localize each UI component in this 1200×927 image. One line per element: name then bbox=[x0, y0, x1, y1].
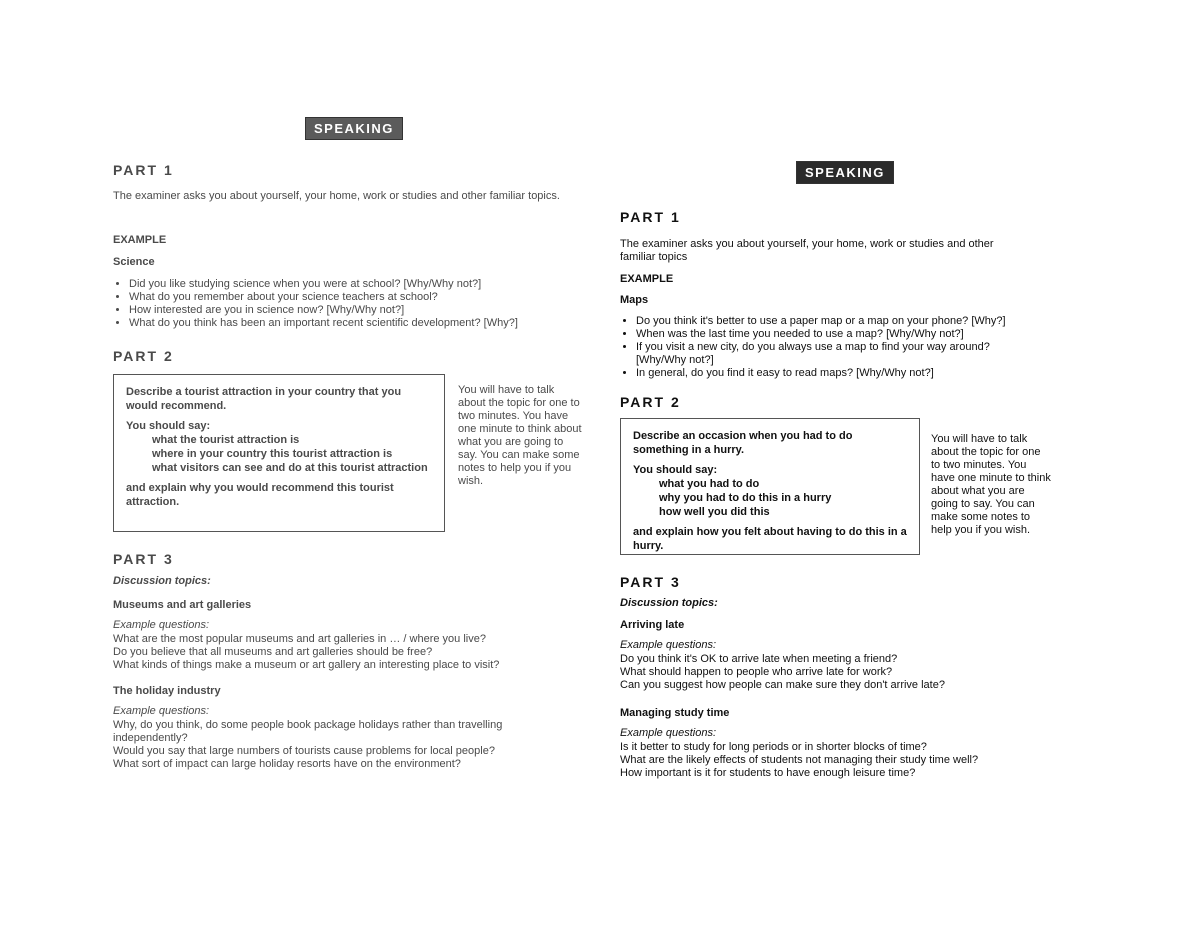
part3-heading: PART 3 bbox=[113, 551, 174, 567]
list-item: • When was the last time you needed to use a map? [Why/Why not?] bbox=[636, 328, 1036, 341]
cue-card-point: why you had to do this in a hurry bbox=[659, 492, 832, 504]
list-item: Is it better to study for long periods or in shorter blocks of time? bbox=[620, 741, 927, 753]
part1-intro: The examiner asks you about yourself, your home, work or studies and other familiar topics bbox=[620, 238, 994, 263]
list-item: What sort of impact can large holiday resorts have on the environment? bbox=[113, 758, 461, 770]
part3-heading: PART 3 bbox=[620, 574, 681, 590]
part2-heading: PART 2 bbox=[113, 348, 174, 364]
list-item: Do you believe that all museums and art galleries should be free? bbox=[113, 646, 433, 658]
cue-card-closing: and explain how you felt about having to do this in a hurry. bbox=[633, 526, 907, 552]
list-item: • What do you remember about your science teachers at school? bbox=[129, 291, 599, 304]
part1-question-list bbox=[620, 315, 1036, 380]
cue-card-prompt: Describe a tourist attraction in your country that you would recommend. bbox=[126, 386, 402, 412]
list-item: What are the likely effects of students not managing their study time well? bbox=[620, 754, 979, 766]
list-item: What should happen to people who arrive late for work? bbox=[620, 666, 893, 678]
cue-card bbox=[620, 418, 920, 555]
list-item: • How interested are you in science now? [Why/Why not?] bbox=[129, 304, 599, 317]
topic-title: Managing study time bbox=[620, 707, 730, 719]
example-questions-label: Example questions: bbox=[620, 639, 716, 651]
topic-question-list bbox=[620, 653, 1050, 692]
part1-topic: Maps bbox=[620, 294, 649, 306]
list-item: Can you suggest how people can make sure they don't arrive late? bbox=[620, 679, 945, 691]
speaking-badge: SPEAKING bbox=[305, 117, 403, 140]
topic-title: The holiday industry bbox=[113, 685, 221, 697]
cue-card-point: what the tourist attraction is bbox=[152, 434, 300, 446]
list-item: What are the most popular museums and art galleries in … / where you live? bbox=[113, 633, 486, 645]
cue-card-closing: and explain why you would recommend this tourist attraction. bbox=[126, 482, 394, 508]
part2-side-note: You will have to talk about the topic for one to two minutes. You have one minute to think about what you are going to say. You can make some notes to help you if you wish. bbox=[931, 433, 1051, 536]
list-item: What kinds of things make a museum or art gallery an interesting place to visit? bbox=[113, 659, 500, 671]
list-item: • What do you think has been an important recent scientific development? [Why?] bbox=[129, 317, 599, 330]
speaking-badge: SPEAKING bbox=[796, 161, 894, 184]
list-item: Do you think it's OK to arrive late when meeting a friend? bbox=[620, 653, 898, 665]
discussion-label: Discussion topics: bbox=[620, 597, 718, 609]
list-item: • In general, do you find it easy to read maps? [Why/Why not?] bbox=[636, 367, 1036, 380]
cue-card-should-say: You should say: bbox=[633, 464, 718, 476]
example-questions-label: Example questions: bbox=[113, 705, 209, 717]
cue-card-point: how well you did this bbox=[659, 506, 770, 518]
topic-question-list bbox=[113, 633, 583, 672]
example-label: EXAMPLE bbox=[620, 273, 674, 285]
topic-question-list bbox=[620, 741, 1050, 780]
cue-card bbox=[113, 374, 445, 532]
example-questions-label: Example questions: bbox=[113, 619, 209, 631]
cue-card-point: where in your country this tourist attraction is bbox=[152, 448, 393, 460]
list-item: Why, do you think, do some people book package holidays rather than travelling independently? bbox=[113, 719, 503, 744]
part1-topic: Science bbox=[113, 256, 155, 268]
list-item: • Do you think it's better to use a paper map or a map on your phone? [Why?] bbox=[636, 315, 1036, 328]
part1-question-list bbox=[113, 278, 599, 330]
topic-title: Arriving late bbox=[620, 619, 685, 631]
cue-card-prompt: Describe an occasion when you had to do something in a hurry. bbox=[633, 430, 853, 456]
part1-heading: PART 1 bbox=[113, 162, 174, 178]
list-item: Would you say that large numbers of tourists cause problems for local people? bbox=[113, 745, 495, 757]
topic-title: Museums and art galleries bbox=[113, 599, 252, 611]
topic-question-list bbox=[113, 719, 563, 771]
list-item: How important is it for students to have enough leisure time? bbox=[620, 767, 916, 779]
part2-heading: PART 2 bbox=[620, 394, 681, 410]
list-item: • Did you like studying science when you were at school? [Why/Why not?] bbox=[129, 278, 599, 291]
cue-card-should-say: You should say: bbox=[126, 420, 211, 432]
list-item: • If you visit a new city, do you always use a map to find your way around? [Why/Why not?] bbox=[636, 341, 1036, 367]
cue-card-point: what you had to do bbox=[659, 478, 760, 490]
example-questions-label: Example questions: bbox=[620, 727, 716, 739]
part2-side-note: You will have to talk about the topic for one to two minutes. You have one minute to think about what you are going to say. You can make some notes to help you if you wish. bbox=[458, 384, 582, 487]
discussion-label: Discussion topics: bbox=[113, 575, 211, 587]
part1-heading: PART 1 bbox=[620, 209, 681, 225]
part1-intro: The examiner asks you about yourself, your home, work or studies and other familiar topics. bbox=[113, 190, 560, 202]
cue-card-point: what visitors can see and do at this tourist attraction bbox=[152, 462, 428, 474]
example-label: EXAMPLE bbox=[113, 234, 167, 246]
